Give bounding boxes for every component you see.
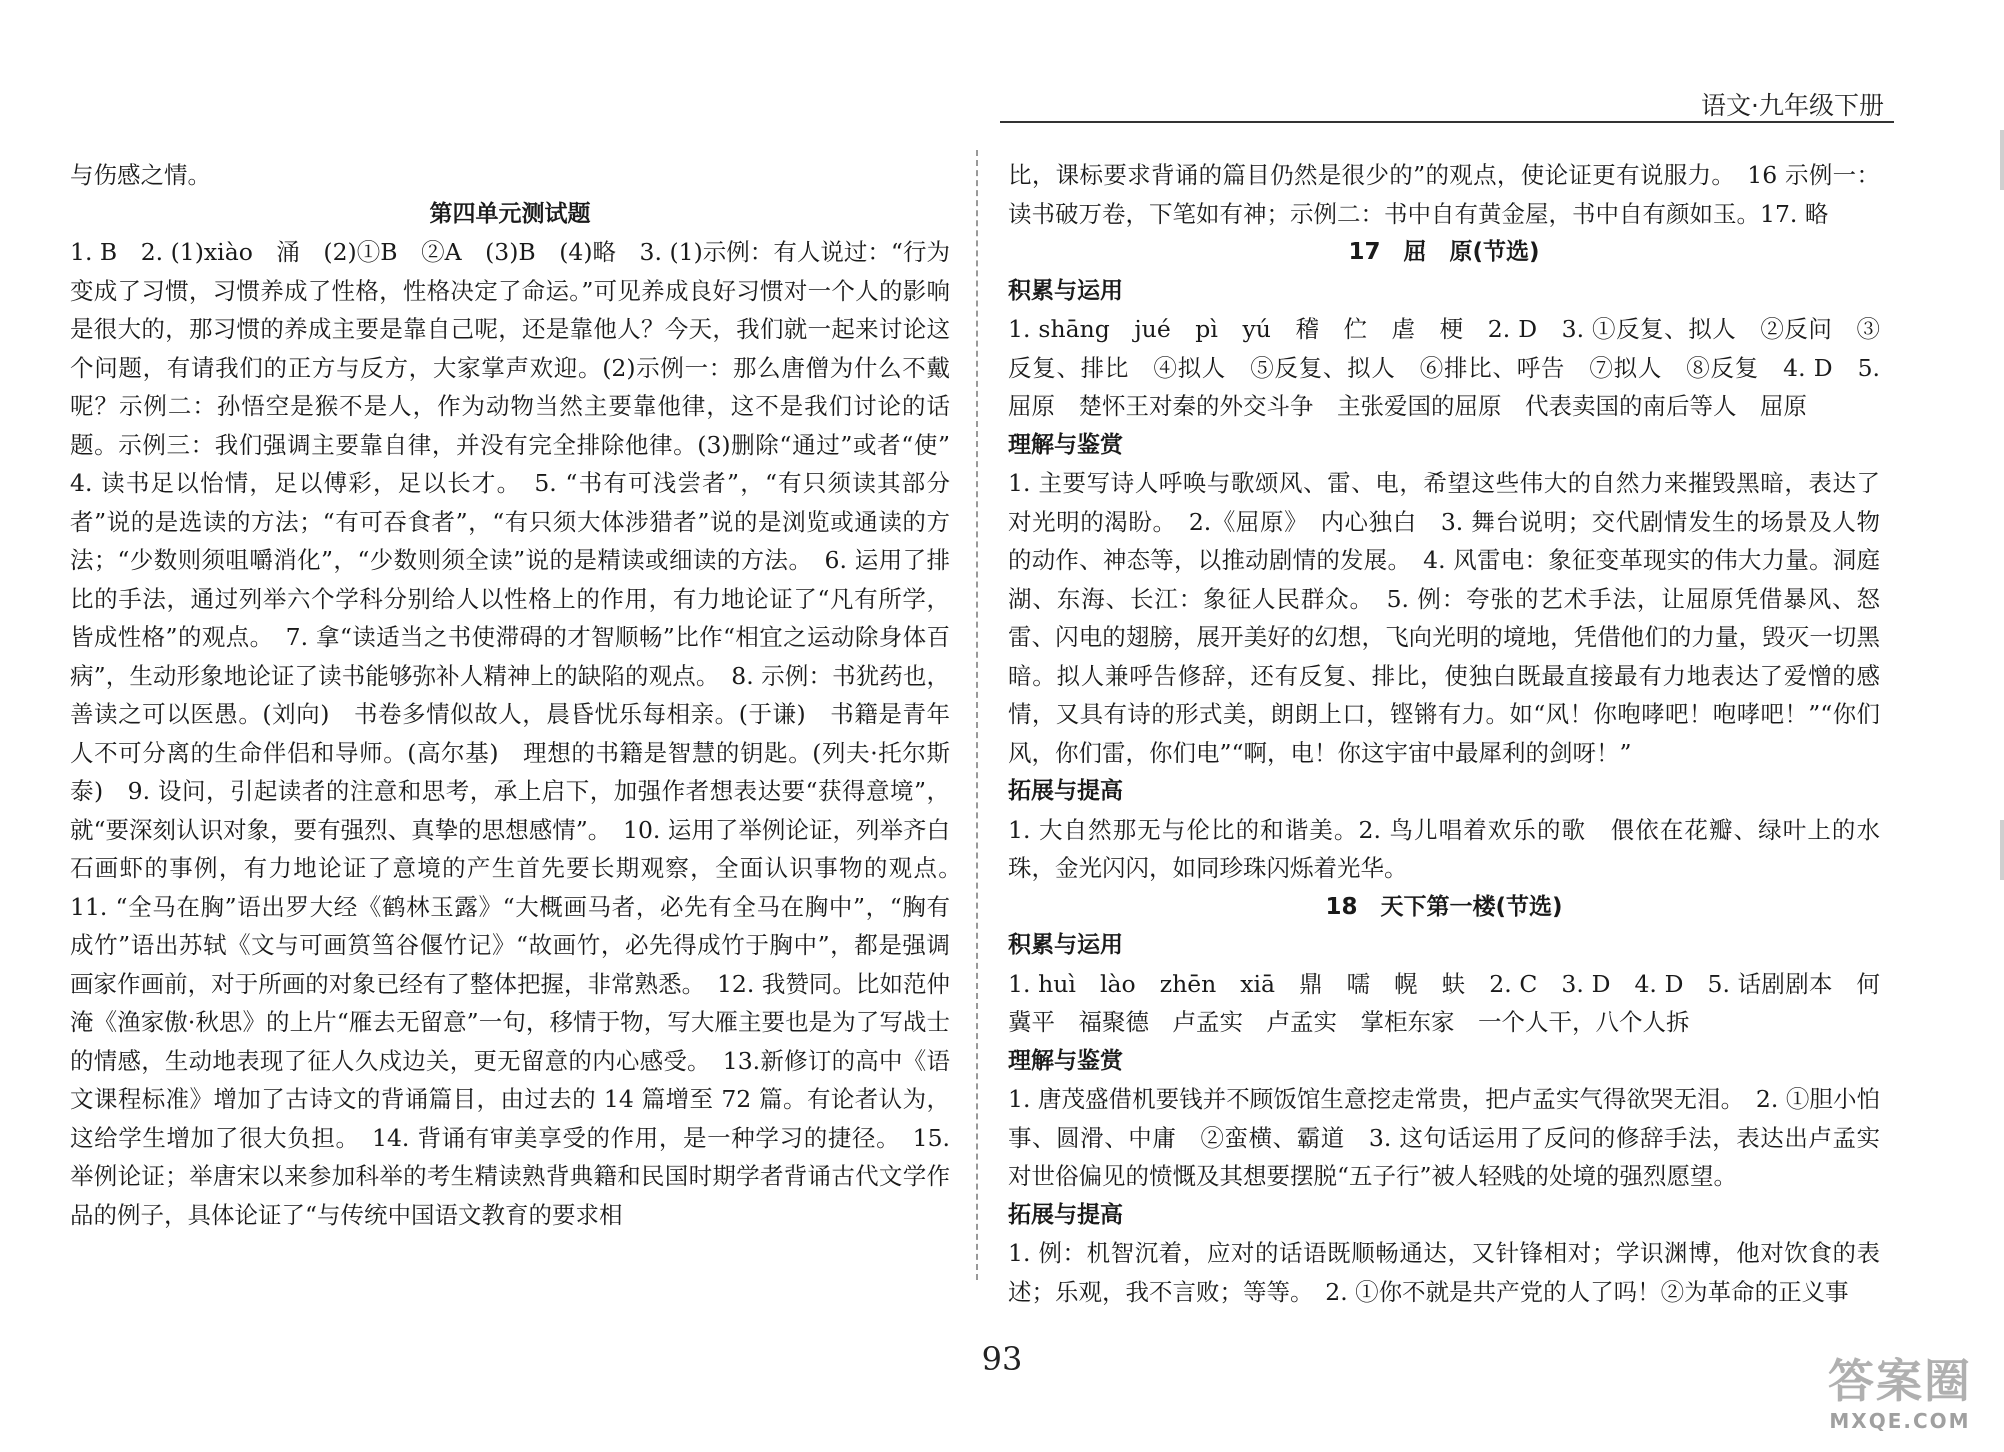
lesson18-sec2-heading: 理解与鉴赏 xyxy=(1008,1047,1123,1074)
page-header-title: 语文·九年级下册 xyxy=(1701,91,1884,120)
lesson17-title: 17 屈 原(节选) xyxy=(1348,239,1540,265)
left-column xyxy=(70,156,974,1234)
unit-test-title: 第四单元测试题 xyxy=(429,200,591,227)
lesson17-sec2-heading: 理解与鉴赏 xyxy=(1008,431,1123,458)
lesson17-sec1-body: 1. shāng jué pì yú 稽 伫 虐 梗 2. D 3. ①反复、拟人 ②反问 ③反复、排比 ④拟人 ⑤反复、拟人 ⑥排比、呼告 ⑦拟人 ⑧反复 4. D 5. 屈原 楚怀王对秦的外交斗争 主张爱国的屈原 代表卖国的南后等人 屈原 xyxy=(1008,315,1880,420)
page-number: 93 xyxy=(981,1340,1023,1378)
scan-edge-mark xyxy=(2000,130,2004,190)
watermark-sub-text: MXQE.COM xyxy=(1829,1409,1971,1433)
lesson17-sec3-heading: 拓展与提高 xyxy=(1008,778,1123,804)
watermark-logo xyxy=(1810,1352,1990,1442)
lesson17-sec2-body: 1. 主要写诗人呼唤与歌颂风、雷、电，希望这些伟大的自然力来摧毁黑暗，表达了对光明的渴盼。 2.《屈原》 内心独白 3. 舞台说明；交代剧情发生的场景及人物的动作、神态等，以推动剧情的发展。 4. 风雷电：象征变革现实的伟大力量。洞庭湖、东海、长江：象征人民群众。 5. 例：夸张的艺术手法，让屈原凭借暴风、怒雷、闪电的翅膀，展开美好的幻想，飞向光明的境地，凭借他们的力量，毁灭一切黑暗。拟人兼呼告修辞，还有反复、排比，使独白既最直接最有力地表达了爱憎的感情，又具有诗的形式美，朗朗上口，铿锵有力。如“风！你咆哮吧！咆哮吧！”“你们风，你们雷，你们电”“啊，电！你这宇宙中最犀利的剑呀！” xyxy=(1008,469,1880,767)
column-divider xyxy=(976,150,978,1280)
unit-test-answers: 1. B 2. (1)xiào 涌 (2)①B ②A (3)B (4)略 3. (1)示例：有人说过：“行为变成了习惯，习惯养成了性格，性格决定了命运。”可见养成良好习惯对一个人的影响是很大的，那习惯的养成主要是靠自己呢，还是靠他人？今天，我们就一起来讨论这个问题，有请我们的正方与反方，大家掌声欢迎。(2)示例一：那么唐僧为什么不戴呢？示例二：孙悟空是猴不是人，作为动物当然主要靠他律，这不是我们讨论的话题。示例三：我们强调主要靠自律，并没有完全排除他律。(3)删除“通过”或者“使” 4. 读书足以怡情，足以傅彩，足以长才。 5. “书有可浅尝者”，“有只须读其部分者”说的是选读的方法；“有可吞食者”，“有只须大体涉猎者”说的是浏览或通读的方法；“少数则须咀嚼消化”，“少数则须全读”说的是精读或细读的方法。 6. 运用了排比的手法，通过列举六个学科分别给人以性格上的作用，有力地论证了“凡有所学，皆成性格”的观点。 7. 拿“读适当之书使滞碍的才智顺畅”比作“相宜之运动除身体百病”，生动形象地论证了读书能够弥补人精神上的缺陷的观点。 8. 示例：书犹药也，善读之可以医愚。(刘向) 书卷多情似故人，晨昏忧乐每相亲。(于谦) 书籍是青年人不可分离的生命伴侣和导师。(高尔基) 理想的书籍是智慧的钥匙。(列夫·托尔斯泰) 9. 设问，引起读者的注意和思考，承上启下，加强作者想表达要“获得意境”，就“要深刻认识对象，要有强烈、真挚的思想感情”。 10. 运用了举例论证，列举齐白石画虾的事例，有力地论证了意境的产生首先要长期观察，全面认识事物的观点。 11. “全马在胸”语出罗大经《鹤林玉露》“大概画马者，必先有全马在胸中”，“胸有成竹”语出苏轼《文与可画筼筜谷偃竹记》“故画竹，必先得成竹于胸中”，都是强调画家作画前，对于所画的对象已经有了整体把握，非常熟悉。 12. 我赞同。比如范仲淹《渔家傲·秋思》的上片“雁去无留意”一句，移情于物，写大雁主要也是为了写战士的情感，生动地表现了征人久戍边关，更无留意的内心感受。 13.新修订的高中《语文课程标准》增加了古诗文的背诵篇目，由过去的 14 篇增至 72 篇。有论者认为，这给学生增加了很大负担。 14. 背诵有审美享受的作用，是一种学习的捷径。 15.举例论证；举唐宋以来参加科举的考生精读熟背典籍和民国时期学者背诵古代文学作品的例子，具体论证了“与传统中国语文教育的要求相 xyxy=(70,238,974,1229)
lesson18-sec3-body: 1. 例：机智沉着，应对的话语既顺畅通达，又针锋相对；学识渊博，他对饮食的表述；乐观，我不言败；等等。 2. ①你不就是共产党的人了吗！②为革命的正义事 xyxy=(1008,1239,1880,1306)
right-column xyxy=(1008,156,1880,1311)
lesson18-sec1-heading: 积累与运用 xyxy=(1008,932,1123,958)
lesson18-title: 18 天下第一楼(节选) xyxy=(1325,893,1563,920)
scan-edge-mark xyxy=(2000,820,2004,880)
lesson18-sec1-body: 1. huì lào zhēn xiā 鼎 嚅 幌 蚨 2. C 3. D 4. D 5. 话剧剧本 何冀平 福聚德 卢孟实 卢孟实 掌柜东家 一个人干，八个人拆 xyxy=(1008,969,1880,1036)
lesson18-sec2-body: 1. 唐茂盛借机要钱并不顾饭馆生意挖走常贵，把卢孟实气得欲哭无泪。 2. ①胆小怕事、圆滑、中庸 ②蛮横、霸道 3. 这句话运用了反问的修辞手法，表达出卢孟实对世俗偏见的愤慨及其想要摆脱“五子行”被人轻贱的处境的强烈愿望。 xyxy=(1008,1085,1880,1190)
right-continuation: 比，课标要求背诵的篇目仍然是很少的”的观点，使论证更有说服力。 16 示例一：读书破万卷，下笔如有神；示例二：书中自有黄金屋，书中自有颜如玉。17. 略 xyxy=(1008,161,1880,228)
lesson17-sec3-body: 1. 大自然那无与伦比的和谐美。2. 鸟儿唱着欢乐的歌 偎依在花瓣、绿叶上的水珠，金光闪闪，如同珍珠闪烁着光华。 xyxy=(1008,815,1880,882)
lesson18-sec3-heading: 拓展与提高 xyxy=(1008,1201,1123,1228)
lesson17-sec1-heading: 积累与运用 xyxy=(1008,277,1123,304)
left-intro: 与伤感之情。 xyxy=(70,161,211,189)
header-rule xyxy=(1000,121,1894,123)
watermark-main-text: 答案圈 xyxy=(1828,1354,1972,1408)
